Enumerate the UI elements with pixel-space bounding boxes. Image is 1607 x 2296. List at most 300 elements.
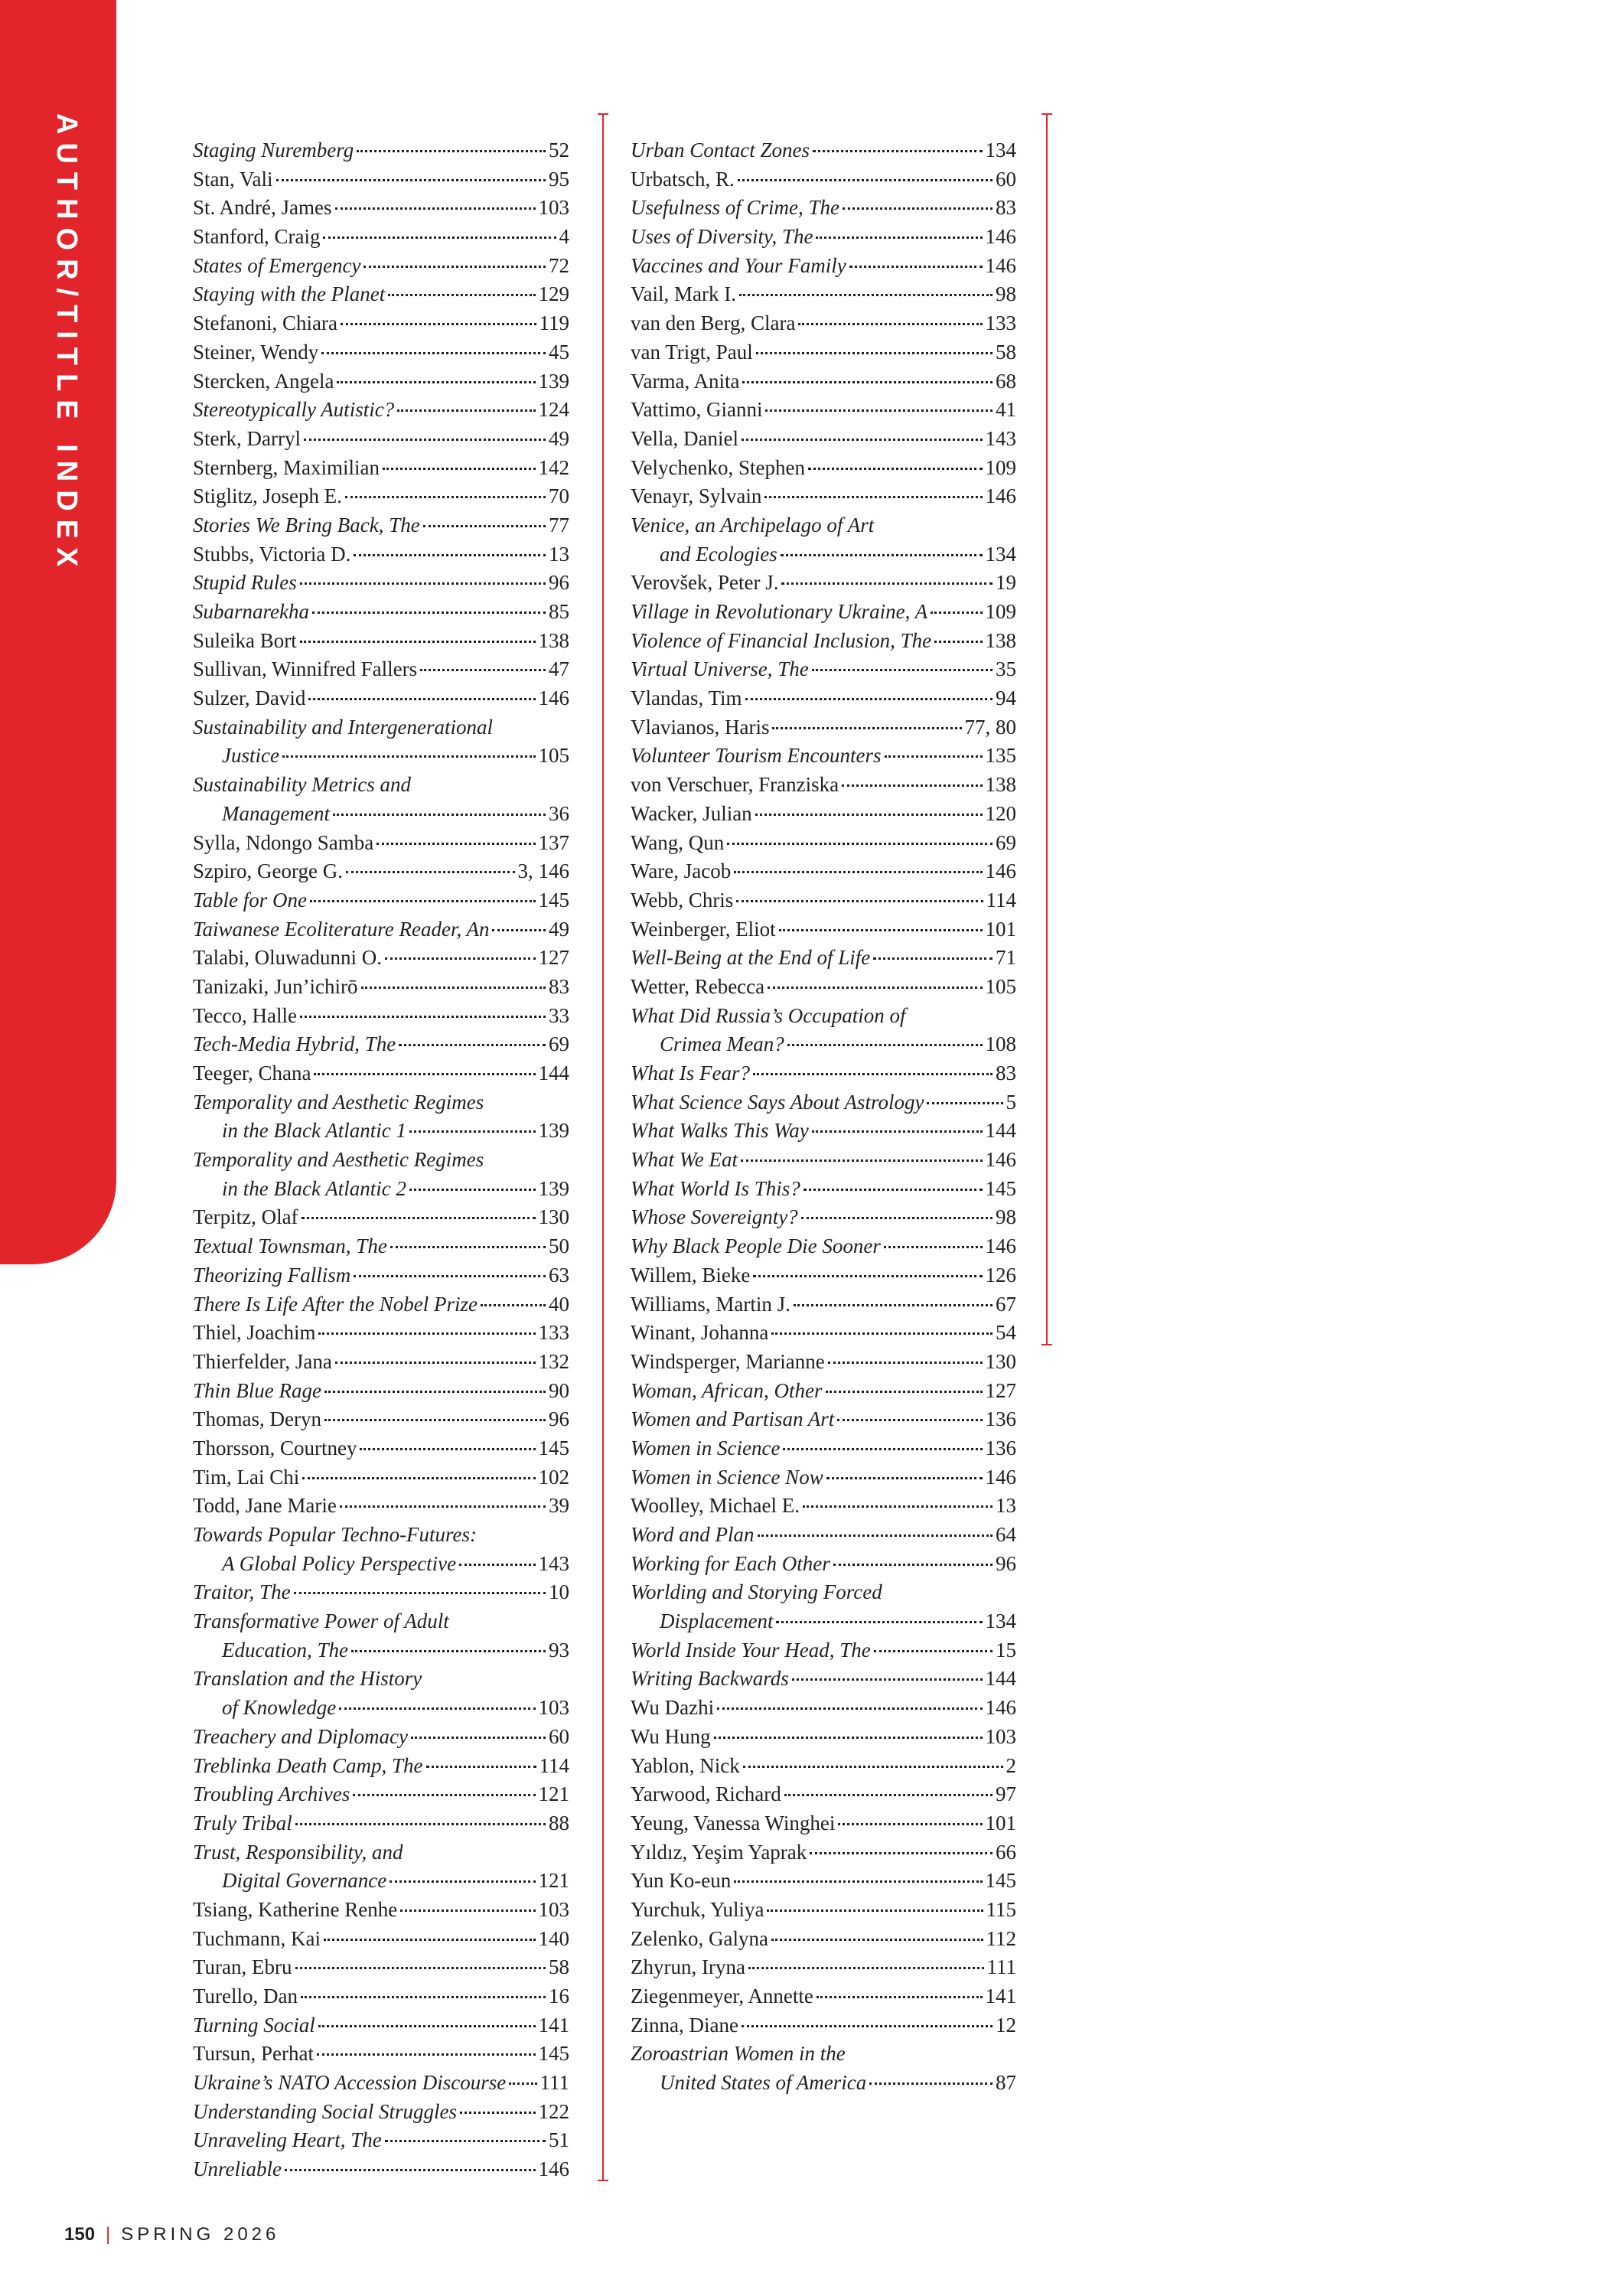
entry-page-number: 121 — [538, 1869, 569, 1893]
index-entry — [631, 742, 1016, 771]
index-entry — [193, 2040, 569, 2069]
index-entry — [631, 1578, 1016, 1607]
entry-label: Management — [222, 801, 330, 825]
dot-leader — [727, 843, 993, 845]
entry-page-number: 146 — [985, 1696, 1016, 1720]
dot-leader — [300, 1016, 546, 1018]
index-entry — [631, 1896, 1016, 1925]
index-entry — [631, 1723, 1016, 1752]
entry-label: Well-Being at the End of Life — [631, 946, 871, 970]
dot-leader — [826, 1391, 983, 1393]
entry-label: Wang, Qun — [631, 830, 725, 854]
entry-label: Thomas, Deryn — [193, 1407, 321, 1431]
entry-page-number: 3, 146 — [517, 859, 569, 883]
entry-page-number: 141 — [985, 1985, 1016, 2007]
entry-page-number: 111 — [986, 1955, 1016, 1979]
dot-leader — [339, 1707, 535, 1710]
index-entry — [631, 713, 1016, 742]
entry-label: Urbatsch, R. — [631, 167, 735, 191]
index-entry — [631, 511, 1016, 540]
entry-page-number: 96 — [549, 571, 569, 595]
index-entry — [631, 540, 1016, 569]
index-entry — [193, 684, 569, 713]
entry-label: Tuchmann, Kai — [193, 1926, 321, 1950]
dot-leader — [794, 1304, 993, 1306]
entry-label: Sustainability Metrics and — [193, 773, 411, 797]
index-entry — [631, 915, 1016, 944]
index-entry — [631, 1636, 1016, 1665]
dot-leader — [781, 582, 993, 585]
entry-page-number: 49 — [549, 426, 569, 450]
dot-leader — [335, 1362, 536, 1364]
dot-leader — [302, 1217, 536, 1219]
entry-page-number: 69 — [996, 830, 1016, 854]
entry-page-number: 50 — [549, 1234, 569, 1258]
index-entry — [193, 540, 569, 569]
entry-label: Venayr, Sylvain — [631, 484, 762, 508]
entry-label: Justice — [222, 744, 279, 768]
entry-page-number: 83 — [996, 1062, 1016, 1084]
dot-leader — [869, 2082, 993, 2085]
index-entry — [193, 1723, 569, 1752]
index-entry — [631, 1377, 1016, 1406]
entry-page-number: 63 — [549, 1263, 569, 1287]
dot-leader — [304, 439, 546, 441]
entry-label: Theorizing Fallism — [193, 1263, 351, 1287]
entry-label: Winant, Johanna — [631, 1321, 769, 1345]
entry-page-number: 51 — [549, 2128, 569, 2152]
dot-leader — [753, 1275, 982, 1277]
index-entry — [631, 1982, 1016, 2011]
entry-label: Stercken, Angela — [193, 369, 334, 393]
entry-page-number: 138 — [538, 628, 569, 652]
entry-page-number: 105 — [538, 744, 569, 768]
index-entry — [193, 136, 569, 165]
dot-leader — [756, 352, 993, 354]
entry-label: Tecco, Halle — [193, 1003, 298, 1027]
entry-page-number: 119 — [539, 311, 569, 335]
entry-page-number: 97 — [996, 1782, 1016, 1806]
entry-label: Digital Governance — [222, 1869, 387, 1893]
entry-label: Vaccines and Your Family — [631, 253, 846, 277]
dot-leader — [409, 1130, 536, 1133]
index-entry — [193, 454, 569, 483]
entry-label: Terpitz, Olaf — [193, 1205, 298, 1229]
dot-leader — [714, 1737, 983, 1739]
index-entry — [193, 1175, 569, 1204]
index-entry — [193, 1665, 569, 1694]
entry-label: Turello, Dan — [193, 1985, 298, 2007]
entry-label: What Science Says About Astrology — [631, 1090, 924, 1114]
index-entry — [631, 569, 1016, 598]
entry-label: Thorsson, Courtney — [193, 1436, 357, 1459]
entry-page-number: 114 — [539, 1753, 569, 1777]
index-entry — [193, 482, 569, 511]
section-tab — [0, 0, 116, 1264]
entry-label: A Global Policy Perspective — [222, 1551, 457, 1575]
entry-label: Urban Contact Zones — [631, 139, 810, 161]
entry-page-number: 133 — [538, 1321, 569, 1345]
entry-label: Sustainability and Intergenerational — [193, 715, 493, 739]
entry-label: Sylla, Ndongo Samba — [193, 830, 374, 854]
entry-label: Women and Partisan Art — [631, 1407, 835, 1431]
dot-leader — [842, 784, 982, 787]
index-entry — [193, 165, 569, 194]
index-entry — [193, 280, 569, 309]
dot-leader — [318, 1332, 535, 1335]
entry-label: Ware, Jacob — [631, 859, 732, 883]
entry-label: Women in Science Now — [631, 1465, 823, 1489]
entry-label: Woman, African, Other — [631, 1378, 823, 1402]
index-entry — [193, 1636, 569, 1665]
index-entry — [193, 194, 569, 223]
entry-label: Vattimo, Gianni — [631, 398, 763, 422]
index-entry — [631, 165, 1016, 194]
entry-label: Thin Blue Rage — [193, 1378, 321, 1402]
dot-leader — [310, 900, 535, 902]
dot-leader — [492, 929, 546, 931]
index-entry — [193, 1809, 569, 1838]
entry-page-number: 141 — [538, 2013, 569, 2037]
entry-label: Windsperger, Marianne — [631, 1349, 825, 1373]
index-entry — [193, 655, 569, 684]
dot-leader — [400, 1910, 535, 1912]
entry-label: Varma, Anita — [631, 369, 740, 393]
entry-page-number: 134 — [985, 139, 1016, 161]
entry-page-number: 52 — [549, 139, 569, 161]
entry-page-number: 103 — [538, 1897, 569, 1921]
entry-label: Yarwood, Richard — [631, 1782, 781, 1806]
entry-page-number: 132 — [538, 1349, 569, 1373]
entry-page-number: 71 — [996, 946, 1016, 970]
entry-label: Staying with the Planet — [193, 282, 386, 306]
dot-leader — [812, 1130, 983, 1133]
entry-page-number: 87 — [996, 2071, 1016, 2095]
index-entry — [193, 1146, 569, 1175]
dot-leader — [828, 1362, 983, 1364]
entry-page-number: 137 — [538, 830, 569, 854]
entry-label: Understanding Social Struggles — [193, 2099, 457, 2123]
dot-leader — [385, 957, 535, 960]
dot-leader — [826, 1477, 983, 1479]
index-entry — [193, 309, 569, 338]
entry-label: Szpiro, George G. — [193, 859, 343, 883]
dot-leader — [768, 987, 982, 989]
entry-page-number: 145 — [985, 1176, 1016, 1200]
index-entry — [631, 1117, 1016, 1146]
entry-label: Treachery and Diplomacy — [193, 1724, 408, 1748]
index-entry — [193, 367, 569, 396]
entry-label: Volunteer Tourism Encounters — [631, 744, 882, 768]
index-entry — [193, 1694, 569, 1723]
entry-page-number: 13 — [996, 1494, 1016, 1518]
index-entry — [631, 136, 1016, 165]
entry-page-number: 95 — [549, 167, 569, 191]
dot-leader — [341, 323, 536, 325]
dot-leader — [742, 439, 983, 441]
entry-page-number: 39 — [549, 1494, 569, 1518]
entry-label: Yun Ko-eun — [631, 1869, 732, 1893]
entry-label: Todd, Jane Marie — [193, 1494, 337, 1518]
index-entry — [193, 1405, 569, 1434]
entry-label: Wu Dazhi — [631, 1696, 715, 1720]
entry-page-number: 93 — [549, 1638, 569, 1662]
entry-label: Textual Townsman, The — [193, 1234, 387, 1258]
index-entry — [631, 194, 1016, 223]
index-entry — [631, 2040, 1016, 2069]
index-entry — [631, 1809, 1016, 1838]
index-entry — [193, 1290, 569, 1319]
dot-leader — [302, 1477, 535, 1479]
entry-label: in the Black Atlantic 1 — [222, 1119, 406, 1143]
entry-label: Tim, Lai Chi — [193, 1465, 300, 1489]
entry-page-number: 85 — [549, 600, 569, 623]
entry-page-number: 98 — [996, 1205, 1016, 1229]
dot-leader — [813, 150, 982, 152]
entry-page-number: 54 — [996, 1321, 1016, 1345]
index-entry — [631, 1953, 1016, 1982]
entry-page-number: 4 — [559, 225, 569, 249]
index-entry — [631, 655, 1016, 684]
index-column-1 — [193, 136, 569, 2184]
entry-label: and Ecologies — [660, 542, 777, 566]
dot-leader — [388, 294, 535, 296]
dot-leader — [317, 2053, 535, 2056]
entry-page-number: 145 — [538, 888, 569, 912]
entry-page-number: 139 — [538, 1119, 569, 1143]
entry-label: Whose Sovereignty? — [631, 1205, 798, 1229]
index-entry — [193, 1492, 569, 1521]
entry-page-number: 146 — [985, 225, 1016, 249]
entry-label: Stefanoni, Chiara — [193, 311, 337, 335]
entry-page-number: 138 — [985, 773, 1016, 797]
index-entry — [193, 1434, 569, 1463]
index-entry — [193, 857, 569, 886]
entry-label: Thierfelder, Jana — [193, 1349, 332, 1373]
entry-page-number: 133 — [985, 311, 1016, 335]
index-entry — [193, 771, 569, 800]
index-entry — [193, 252, 569, 281]
dot-leader — [354, 554, 546, 556]
index-entry — [631, 1867, 1016, 1896]
dot-leader — [753, 1073, 993, 1075]
dot-leader — [340, 1505, 546, 1508]
entry-page-number: 58 — [996, 340, 1016, 364]
dot-leader — [409, 1189, 536, 1191]
entry-label: Thiel, Joachim — [193, 1321, 316, 1345]
index-entry — [193, 338, 569, 367]
dot-leader — [734, 1880, 982, 1883]
entry-page-number: 67 — [996, 1292, 1016, 1316]
dot-leader — [300, 641, 536, 643]
entry-page-number: 49 — [549, 917, 569, 941]
index-entry — [631, 1175, 1016, 1204]
dot-leader — [885, 755, 983, 758]
entry-label: Vella, Daniel — [631, 426, 738, 450]
entry-label: Stupid Rules — [193, 571, 297, 595]
dot-leader — [779, 929, 983, 931]
index-entry — [193, 886, 569, 915]
entry-page-number: 102 — [538, 1465, 569, 1489]
dot-leader — [884, 1246, 983, 1248]
dot-leader — [771, 1939, 983, 1941]
entry-label: What Walks This Way — [631, 1119, 809, 1143]
entry-page-number: 90 — [549, 1378, 569, 1402]
index-entry — [193, 713, 569, 742]
index-entry — [193, 1578, 569, 1607]
index-entry — [193, 569, 569, 598]
index-entry — [193, 396, 569, 425]
entry-label: Ziegenmeyer, Annette — [631, 1985, 813, 2007]
entry-label: Unreliable — [193, 2157, 282, 2181]
entry-label: Zoroastrian Women in the — [631, 2042, 846, 2066]
dot-leader — [323, 236, 556, 239]
entry-label: Tursun, Perhat — [193, 2042, 315, 2066]
dot-leader — [385, 2140, 546, 2142]
dot-leader — [734, 871, 982, 873]
dot-leader — [376, 843, 535, 845]
entry-page-number: 60 — [996, 167, 1016, 191]
entry-page-number: 68 — [996, 369, 1016, 393]
dot-leader — [285, 2169, 536, 2171]
entry-page-number: 83 — [996, 196, 1016, 220]
entry-page-number: 83 — [549, 974, 569, 998]
entry-page-number: 144 — [985, 1667, 1016, 1691]
dot-leader — [459, 1564, 535, 1566]
entry-label: Sullivan, Winnifred Fallers — [193, 657, 418, 681]
index-entry — [193, 944, 569, 973]
entry-page-number: 144 — [538, 1062, 569, 1084]
entry-page-number: 121 — [538, 1782, 569, 1806]
dot-leader — [742, 2025, 993, 2027]
entry-label: Virtual Universe, The — [631, 657, 809, 681]
index-entry — [631, 800, 1016, 829]
index-entry — [193, 1780, 569, 1809]
entry-label: van Trigt, Paul — [631, 340, 753, 364]
index-entry — [193, 1117, 569, 1146]
entry-page-number: 120 — [985, 801, 1016, 825]
entry-page-number: 5 — [1006, 1090, 1016, 1114]
index-entry — [193, 915, 569, 944]
entry-label: Why Black People Die Sooner — [631, 1234, 881, 1258]
section-tab-label: AUTHOR/TITLE INDEX — [51, 113, 83, 576]
index-entry — [631, 1463, 1016, 1492]
dot-leader — [335, 207, 536, 210]
entry-label: Zinna, Diane — [631, 2013, 738, 2037]
page-number: 150 — [64, 2224, 96, 2245]
dot-leader — [333, 814, 546, 816]
index-entry — [631, 482, 1016, 511]
entry-label: Teeger, Chana — [193, 1062, 311, 1084]
index-entry — [631, 771, 1016, 800]
entry-label: Wetter, Rebecca — [631, 974, 765, 998]
dot-leader — [420, 669, 546, 671]
dot-leader — [481, 1304, 546, 1306]
index-entry — [631, 309, 1016, 338]
index-entry — [193, 1319, 569, 1348]
index-entry — [631, 627, 1016, 656]
entry-label: Word and Plan — [631, 1523, 755, 1546]
index-entry — [631, 1030, 1016, 1059]
entry-page-number: 105 — [985, 974, 1016, 998]
index-entry — [631, 598, 1016, 627]
entry-page-number: 146 — [985, 1234, 1016, 1258]
index-entry — [631, 1492, 1016, 1521]
entry-label: Webb, Chris — [631, 888, 734, 912]
index-entry — [631, 829, 1016, 858]
index-entry — [631, 367, 1016, 396]
footer-separator: | — [106, 2224, 111, 2245]
entry-page-number: 108 — [985, 1032, 1016, 1056]
entry-label: Towards Popular Techno-Futures: — [193, 1523, 478, 1546]
entry-page-number: 124 — [538, 398, 569, 422]
entry-label: Translation and the History — [193, 1667, 422, 1691]
index-entry — [193, 598, 569, 627]
dot-leader — [460, 2112, 536, 2114]
entry-label: Uses of Diversity, The — [631, 225, 813, 249]
dot-leader — [772, 727, 961, 729]
dot-leader — [353, 1794, 535, 1796]
dot-leader — [346, 871, 515, 873]
entry-label: Writing Backwards — [631, 1667, 789, 1691]
entry-label: Violence of Financial Inclusion, The — [631, 628, 932, 652]
entry-page-number: 72 — [549, 253, 569, 277]
index-entry — [193, 1925, 569, 1954]
entry-label: Sternberg, Maximilian — [193, 455, 380, 479]
entry-label: Verovšek, Peter J. — [631, 571, 779, 595]
index-entry — [193, 1203, 569, 1232]
entry-page-number: 127 — [538, 946, 569, 970]
index-entry — [193, 2098, 569, 2127]
entry-page-number: 19 — [996, 571, 1016, 595]
entry-label: Traitor, The — [193, 1580, 291, 1604]
entry-label: Vlavianos, Haris — [631, 715, 770, 739]
entry-label: Zelenko, Galyna — [631, 1926, 768, 1950]
entry-label: Ukraine’s NATO Accession Discourse — [193, 2071, 507, 2095]
dot-leader — [748, 1967, 984, 1969]
dot-leader — [736, 900, 983, 902]
entry-page-number: 35 — [996, 657, 1016, 681]
index-entry — [631, 1261, 1016, 1290]
entry-page-number: 139 — [538, 369, 569, 393]
index-entry — [631, 1203, 1016, 1232]
index-entry — [193, 1377, 569, 1406]
entry-page-number: 40 — [549, 1292, 569, 1316]
index-entry — [631, 1752, 1016, 1781]
dot-leader — [776, 1621, 982, 1623]
entry-label: Yıldız, Yeşim Yaprak — [631, 1840, 807, 1864]
entry-page-number: 146 — [985, 484, 1016, 508]
entry-label: Education, The — [222, 1638, 348, 1662]
page-footer — [64, 2224, 279, 2245]
entry-label: Vlandas, Tim — [631, 687, 742, 710]
entry-page-number: 45 — [549, 340, 569, 364]
dot-leader — [927, 1102, 1002, 1104]
entry-page-number: 70 — [549, 484, 569, 508]
dot-leader — [509, 2082, 536, 2085]
entry-label: Troubling Archives — [193, 1782, 350, 1806]
issue-season: SPRING 2026 — [121, 2224, 280, 2245]
entry-page-number: 77, 80 — [964, 715, 1016, 739]
dot-leader — [781, 554, 983, 556]
dot-leader — [308, 698, 535, 700]
index-entry — [631, 1694, 1016, 1723]
dot-leader — [833, 1564, 993, 1566]
entry-page-number: 77 — [549, 513, 569, 536]
entry-page-number: 140 — [538, 1926, 569, 1950]
entry-label: Subarnarekha — [193, 600, 309, 623]
entry-page-number: 41 — [996, 398, 1016, 422]
